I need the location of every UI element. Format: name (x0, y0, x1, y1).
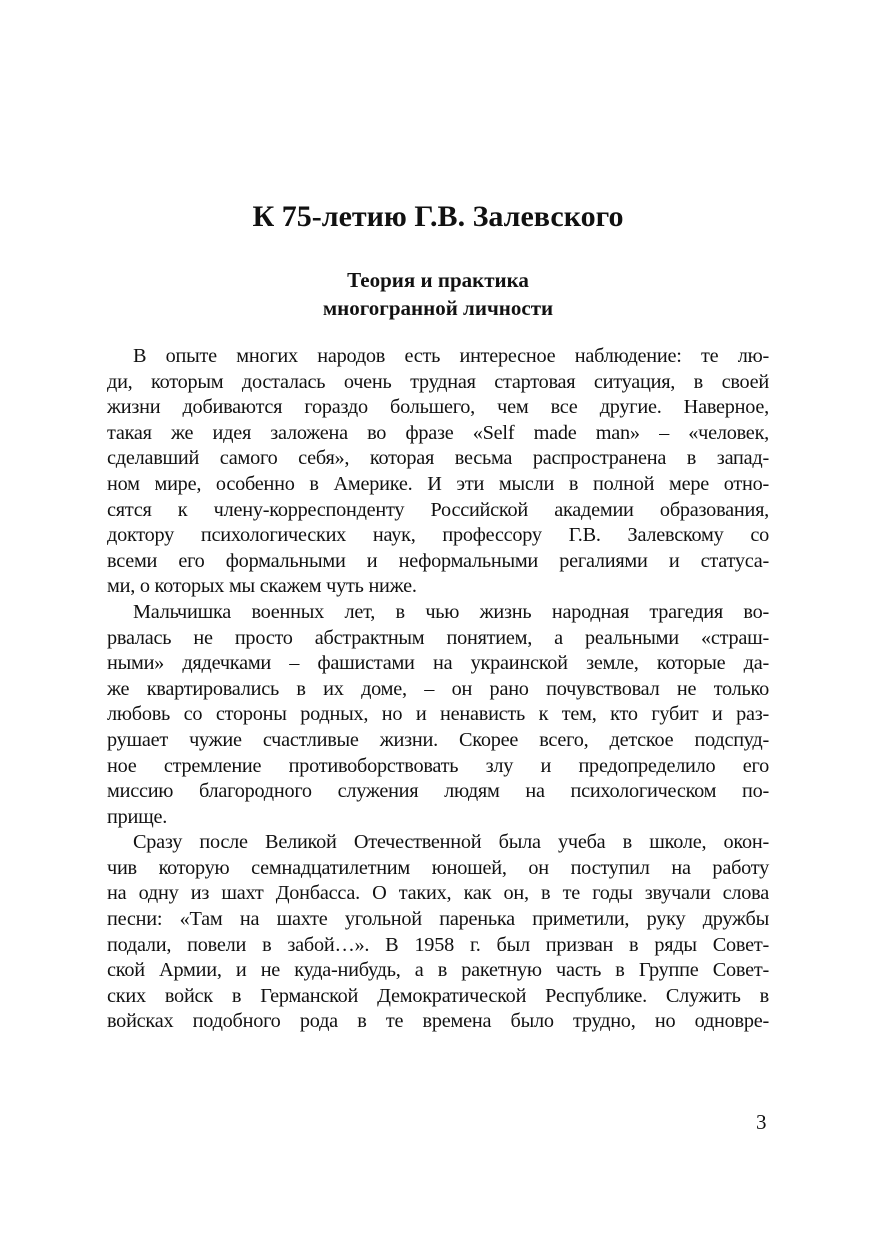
text-line: жизни добиваются гораздо большего, чем все другие. Наверное, (107, 396, 769, 419)
text-line: ном мире, особенно в Америке. И эти мысли в полной мере отно- (107, 472, 769, 495)
text-line: ными» дядечками – фашистами на украинской земле, которые да- (107, 652, 769, 675)
page-title: К 75-летию Г.В. Залевского (252, 200, 624, 233)
text-line: ми, о которых мы скажем чуть ниже. (107, 575, 417, 598)
subtitle-line: Теория и практика (347, 268, 529, 292)
text-line: всеми его формальными и неформальными регалиями и статуса- (107, 549, 769, 572)
text-line: песни: «Там на шахте угольной паренька приметили, руку дружбы (107, 908, 769, 931)
text-line: войсках подобного рода в те времена было трудно, но одновре- (107, 1010, 769, 1033)
text-line: В опыте многих народов есть интересное наблюдение: те лю- (133, 345, 769, 367)
text-line: рвалась не просто абстрактным понятием, а реальными «страш- (107, 626, 769, 649)
text-line: сятся к члену-корреспонденту Российской академии образования, (107, 498, 769, 521)
text-line: миссию благородного служения людям на психологическом по- (107, 780, 769, 803)
page-number: 3 (756, 1110, 767, 1134)
paragraph (107, 600, 769, 830)
text-line: ских войск в Германской Демократической Республике. Служить в (107, 984, 769, 1007)
subtitle-line: многогранной личности (322, 296, 554, 320)
text-line: чив которую семнадцатилетним юношей, он поступил на работу (107, 856, 769, 879)
text-line: любовь со стороны родных, но и ненависть к тем, кто губит и раз- (107, 703, 769, 726)
text-line: ской Армии, и не куда-нибудь, а в ракетную часть в Группе Совет- (107, 959, 769, 982)
text-line: ди, которым досталась очень трудная стартовая ситуация, в своей (107, 370, 769, 393)
text-line: же квартировались в их доме, – он рано почувствовал не только (107, 677, 769, 700)
paragraph (107, 830, 769, 1035)
text-line: прище. (107, 805, 168, 828)
text-line: доктору психологических наук, профессору Г.В. Залевскому со (107, 524, 769, 547)
text-line: Сразу после Великой Отечественной была учеба в школе, окон- (133, 831, 769, 854)
text-line: Мальчишка военных лет, в чью жизнь народная трагедия во- (133, 600, 769, 623)
text-line: сделавший самого себя», которая весьма распространена в запад- (107, 447, 769, 470)
article-subtitle (0, 266, 876, 322)
text-line: рушает чужие счастливые жизни. Скорее всего, детское подспуд- (107, 728, 769, 751)
text-line: такая же идея заложена во фразе «Self made man» – «человек, (107, 421, 769, 444)
paragraph (107, 344, 769, 600)
text-line: на одну из шахт Донбасса. О таких, как он, в те годы звучали слова (107, 882, 769, 905)
text-line: подали, повели в забой…». В 1958 г. был призван в ряды Совет- (107, 933, 769, 956)
text-line: ное стремление противоборствовать злу и предопределило его (107, 754, 769, 777)
article-body (107, 344, 769, 1035)
